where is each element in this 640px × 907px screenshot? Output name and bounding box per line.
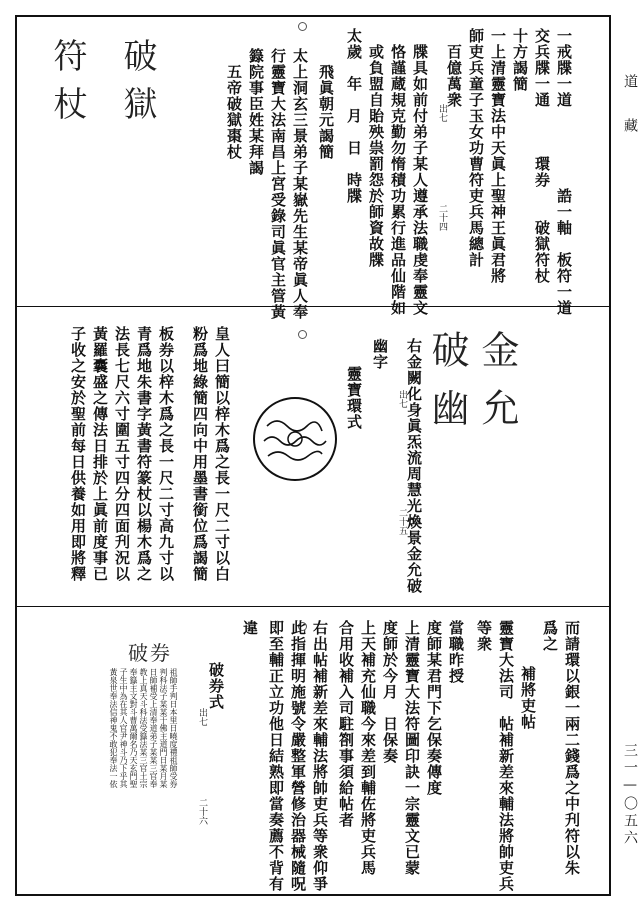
text-column: 當職昨授: [447, 620, 465, 684]
text-column: 爲之: [541, 620, 559, 652]
text-column: 右出帖補新差來輔法將帥吏兵等衆仰爭: [311, 620, 329, 892]
note-label: 出七: [197, 708, 207, 726]
seal-script-column: 破獄: [117, 38, 157, 134]
text-column: 一戒牒一道 誥一軸 板符一道: [555, 28, 573, 316]
ring-diagram: [252, 396, 338, 482]
text-column: 破券式: [207, 662, 225, 710]
text-column: 即至輔正立功他日結熟即當奏薦不背有: [267, 620, 285, 892]
scripture-page: [8, 8, 638, 900]
text-column: 十方謁簡: [511, 28, 529, 92]
text-column: 恪謹蔵規克勤勿惰積功累行進品仙階如: [389, 44, 407, 316]
text-column: 行靈寶大法南昌上宮受錄司眞官主管黃: [269, 48, 287, 320]
seal-script-column: 金允: [475, 330, 519, 446]
text-column: 等衆: [475, 620, 493, 652]
seal-script-column: 破幽: [425, 330, 469, 446]
text-column: 太上洞玄三景弟子某嶽先生某帝眞人奉: [291, 48, 309, 320]
text-column: 五帝破獄棗杖: [225, 64, 243, 160]
text-column: 度師某君門下乞保奏傳度: [425, 620, 443, 796]
text-column: 籙院事臣姓某拜謁: [247, 48, 265, 176]
text-column: 違: [241, 620, 259, 636]
text-column: 一上清靈寶法中天眞上聖神王眞君將: [489, 28, 507, 284]
note-label: 出七: [397, 390, 407, 408]
text-column: 飛眞朝元謁簡: [317, 64, 335, 160]
text-column: 幽字: [371, 338, 389, 370]
text-column: 法長七尺六寸圍五寸四分四面刋況以: [113, 326, 131, 582]
text-column: 板券以梓木爲之長一尺二寸高九寸以: [157, 326, 175, 582]
text-column: 牒具如前付弟子某人遵承法職虔奉靈文: [411, 44, 429, 316]
seal-script-column: 符杖: [47, 38, 87, 134]
note-label: 出七: [437, 104, 447, 122]
text-column: 交兵牒一通 環券 破獄符杖: [533, 28, 551, 284]
text-column: 百億萬衆: [445, 44, 463, 108]
text-column: 右金闕化身眞炁流周慧光煥景金允破: [405, 338, 423, 594]
text-column: 上清靈寶大法符圖印訣一宗靈文已蒙: [403, 620, 421, 876]
certificate-small-text: 祖師手判日本里日曉度禮祖師受券判科法子某某于佛主道門日某月某日師補受上清奉道弟子某某三官奉教上真天斗科法受籙法某三官土宗奉籙主文對斗曹萬爾名乃天玄門聖子生中為在其人官尹神斗乃下乎其黃泉世奉法信神鬼不敢犯奉法一依: [109, 668, 178, 788]
panel-divider-2: [15, 606, 611, 607]
note-label: 二十五: [397, 508, 407, 535]
margin-page-number: 三一—〇五六: [622, 743, 638, 847]
text-column: 而請環以銀一兩二錢爲之中刋符以朱: [563, 620, 581, 876]
text-column: 上天補充仙職今來差到輔佐將吏兵馬: [359, 620, 377, 876]
text-column: 補將吏帖: [519, 666, 537, 730]
margin-title: 道 藏: [622, 74, 638, 140]
panel-divider-1: [15, 306, 611, 307]
seal-script-heading: 破券: [128, 641, 172, 665]
note-label: 二十六: [197, 798, 207, 825]
text-column: 子收之安於聖前每日供養如用即將釋: [69, 326, 87, 582]
text-column: 合用收補入司駐劄事須給帖者: [337, 620, 355, 828]
text-column: 太歲 年 月 日 時牒: [345, 28, 363, 204]
text-column: 靈寶大法司 帖補新差來輔法將帥吏兵: [497, 620, 515, 892]
text-column: 黃羅囊盛之傳法日排於上眞前度事已: [91, 326, 109, 582]
text-column: 或負盟自貽殃祟罰怨於師資故牒: [367, 44, 385, 268]
text-column: 靈寶環式: [345, 366, 363, 430]
text-column: 青爲地朱書字黃書符篆杖以楊木爲之: [135, 326, 153, 582]
note-label: 二十四: [437, 204, 447, 231]
text-column: 粉爲地綠簡四向中用墨書銜位爲謁簡: [191, 326, 209, 582]
binding-hole: [298, 330, 307, 339]
text-column: 師吏兵童子玉女功曹符吏兵馬總計: [467, 28, 485, 268]
binding-hole: [298, 22, 307, 31]
text-column: 此指揮明施號令嚴整軍營修治器械隨呪: [289, 620, 307, 892]
text-column: 皇人曰簡以梓木爲之長一尺二寸以白: [213, 326, 231, 582]
text-column: 度師於今月 日保奏: [381, 620, 399, 764]
